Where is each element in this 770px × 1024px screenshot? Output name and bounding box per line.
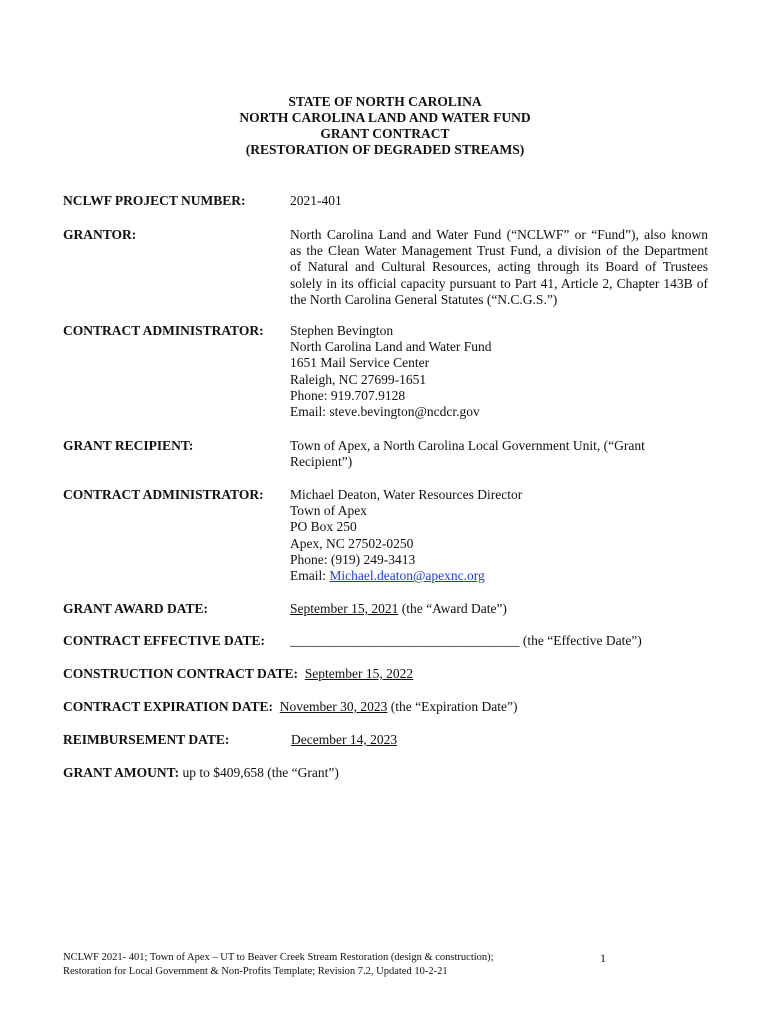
award-date: September 15, 2021 bbox=[290, 601, 399, 616]
reimbursement-date-label: REIMBURSEMENT DATE: bbox=[63, 732, 230, 747]
grant-recipient-label: GRANT RECIPIENT: bbox=[63, 438, 194, 453]
page-footer bbox=[63, 951, 623, 979]
footer-line: Restoration for Local Government & Non-Profits Template; Revision 7.2, Updated 10-2-21 bbox=[63, 966, 448, 977]
contract-administrator-label: CONTRACT ADMINISTRATOR: bbox=[63, 323, 264, 338]
construction-contract-date-label: CONSTRUCTION CONTRACT DATE: bbox=[63, 666, 299, 681]
construction-contract-date-row bbox=[63, 666, 413, 682]
expiration-date: November 30, 2023 bbox=[279, 699, 388, 714]
recipient-administrator-value bbox=[290, 487, 708, 584]
reimbursement-date: December 14, 2023 bbox=[291, 732, 398, 747]
admin-city: Raleigh, NC 27699-1651 bbox=[290, 371, 427, 387]
admin-email-prefix: Email: bbox=[290, 568, 330, 584]
admin-email-link[interactable]: Michael.deaton@apexnc.org bbox=[329, 568, 485, 584]
admin-address: 1651 Mail Service Center bbox=[290, 355, 430, 371]
admin-phone: Phone: 919.707.9128 bbox=[290, 387, 406, 403]
grantor-line: of Natural and Cultural Resources, acting through its Board of Trustees bbox=[290, 259, 708, 275]
grant-recipient-value bbox=[290, 438, 708, 470]
admin-organization: North Carolina Land and Water Fund bbox=[290, 339, 492, 355]
contract-administrator-value bbox=[290, 323, 708, 420]
footer-line: NCLWF 2021- 401; Town of Apex – UT to Beaver Creek Stream Restoration (design & construction); bbox=[63, 952, 494, 963]
title-line: GRANT CONTRACT bbox=[320, 126, 450, 141]
effective-date-suffix: (the “Effective Date”) bbox=[519, 633, 642, 648]
admin-name: Stephen Bevington bbox=[290, 323, 394, 338]
contract-expiration-date-label: CONTRACT EXPIRATION DATE: bbox=[63, 699, 274, 714]
grantor-line: North Carolina Land and Water Fund (“NCLWF” or “Fund”), also known bbox=[290, 227, 708, 242]
grantor-value bbox=[290, 227, 708, 308]
grant-award-date-label: GRANT AWARD DATE: bbox=[63, 601, 209, 616]
admin-email: Email: steve.bevington@ncdcr.gov bbox=[290, 404, 480, 420]
grantor-label: GRANTOR: bbox=[63, 227, 137, 242]
admin-city: Apex, NC 27502-0250 bbox=[290, 535, 414, 551]
recipient-line: Recipient”) bbox=[290, 454, 353, 470]
award-date-suffix: (the “Award Date”) bbox=[398, 601, 507, 616]
admin-address: PO Box 250 bbox=[290, 519, 357, 535]
grant-award-date-value bbox=[290, 601, 708, 617]
contract-effective-date-value bbox=[290, 633, 708, 649]
project-number-value bbox=[290, 193, 708, 209]
grantor-line: the North Carolina General Statutes (“N.C.G.S.”) bbox=[290, 291, 558, 307]
title-line: NORTH CAROLINA LAND AND WATER FUND bbox=[239, 110, 531, 125]
project-number-label: NCLWF PROJECT NUMBER: bbox=[63, 193, 246, 208]
page-number: 1 bbox=[600, 951, 606, 965]
reimbursement-date-value bbox=[291, 732, 709, 748]
grant-amount-value: up to $409,658 (the “Grant”) bbox=[179, 765, 339, 780]
contract-effective-date-label: CONTRACT EFFECTIVE DATE: bbox=[63, 633, 266, 648]
project-number-text: 2021-401 bbox=[290, 193, 342, 208]
recipient-line: Town of Apex, a North Carolina Local Government Unit, (“Grant bbox=[290, 438, 645, 453]
title-line: (RESTORATION OF DEGRADED STREAMS) bbox=[245, 142, 525, 157]
effective-date-blank: __________________________________ bbox=[290, 633, 520, 648]
grant-amount-row bbox=[63, 765, 339, 781]
contract-expiration-date-row bbox=[63, 699, 517, 715]
admin-phone: Phone: (919) 249-3413 bbox=[290, 551, 416, 567]
expiration-date-suffix: (the “Expiration Date”) bbox=[387, 699, 518, 714]
title-line: STATE OF NORTH CAROLINA bbox=[288, 94, 482, 109]
grantor-line: as the Clean Water Management Trust Fund, a division of the Department bbox=[290, 243, 708, 259]
document-title bbox=[0, 94, 770, 158]
admin-name: Michael Deaton, Water Resources Director bbox=[290, 487, 523, 502]
admin-organization: Town of Apex bbox=[290, 503, 368, 519]
admin-email-line bbox=[290, 568, 708, 584]
construction-contract-date: September 15, 2022 bbox=[304, 666, 414, 681]
grant-amount-label: GRANT AMOUNT: bbox=[63, 765, 180, 780]
recipient-administrator-label: CONTRACT ADMINISTRATOR: bbox=[63, 487, 264, 502]
grantor-line: solely in its official capacity pursuant to Part 41, Article 2, Chapter 143B of bbox=[290, 275, 708, 291]
